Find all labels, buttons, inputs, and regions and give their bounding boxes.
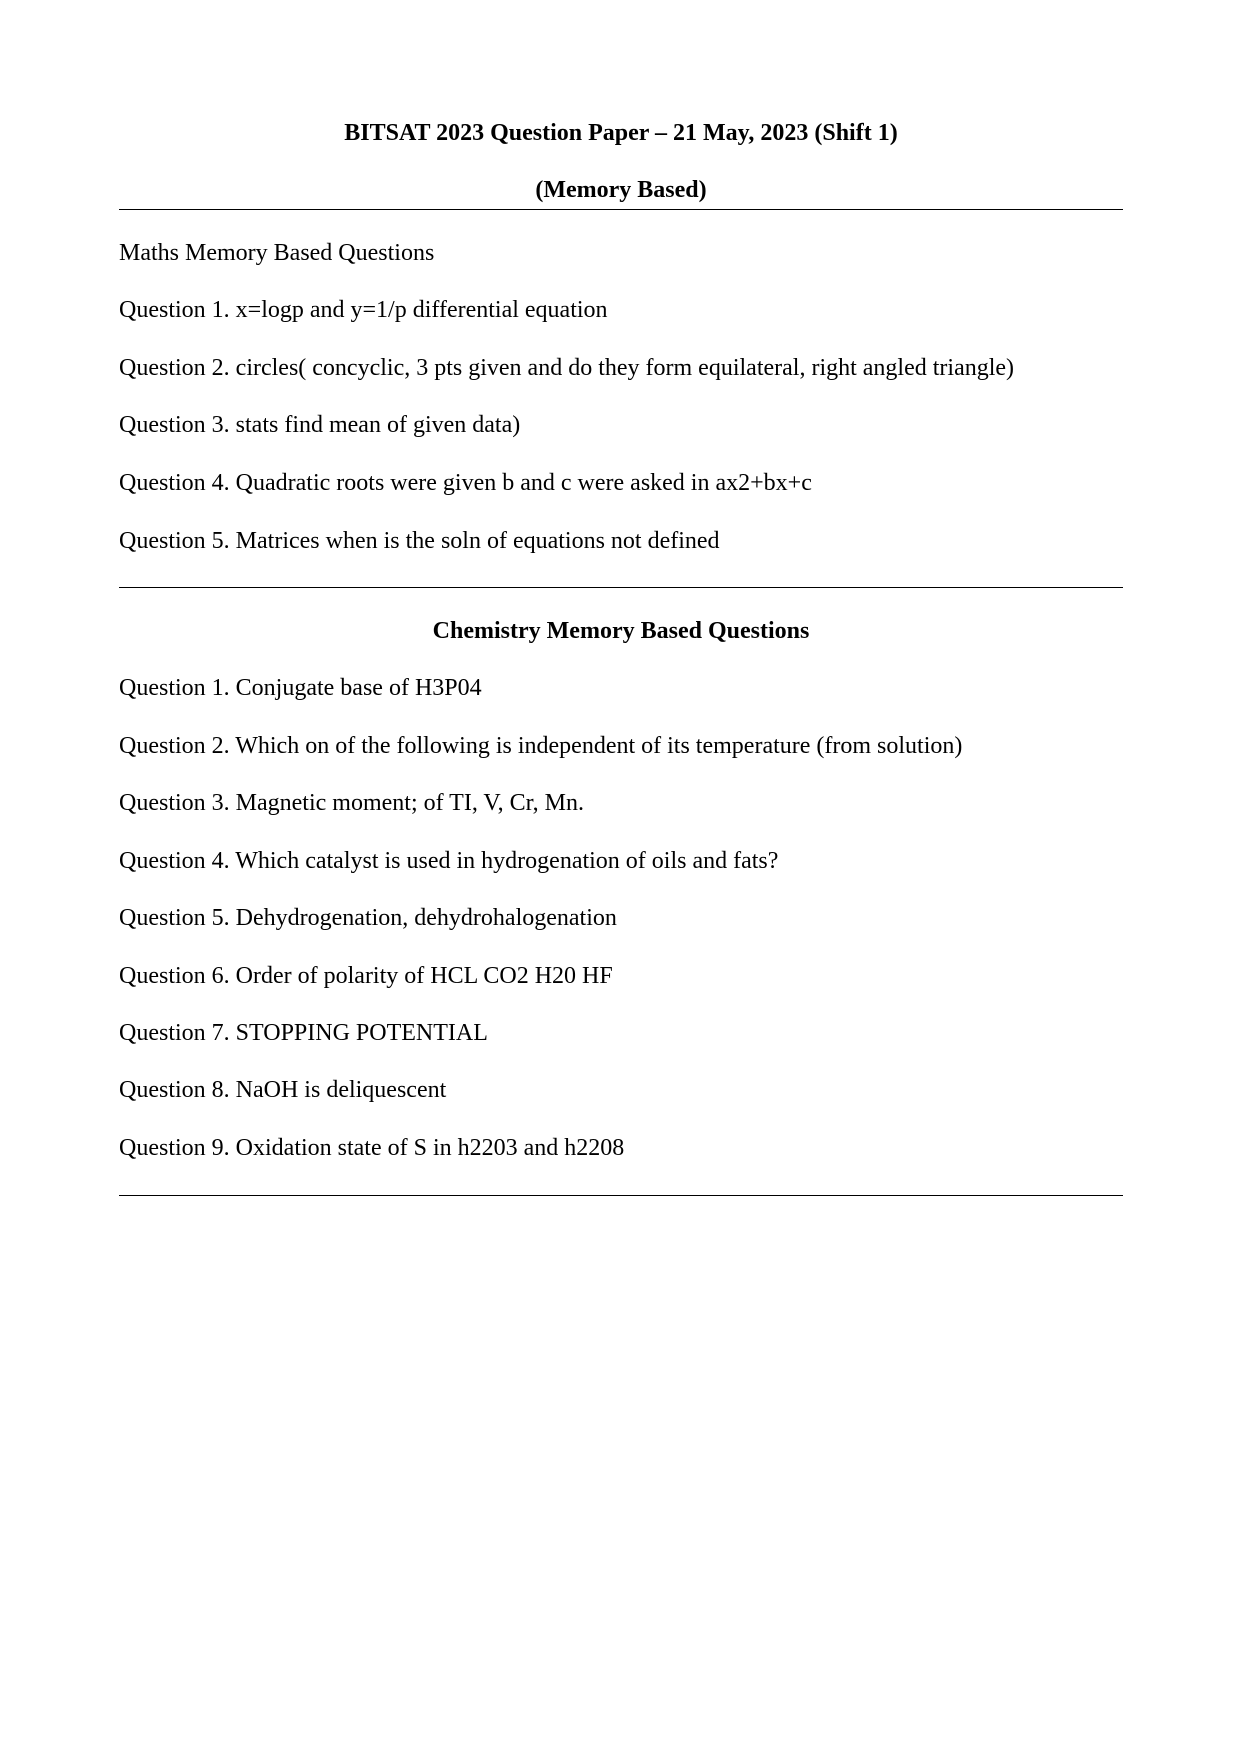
chemistry-question-3: Question 3. Magnetic moment; of TI, V, Cr, Mn. [119, 790, 585, 816]
page-title: BITSAT 2023 Question Paper – 21 May, 2023 (Shift 1) [344, 120, 898, 146]
chemistry-question-5: Question 5. Dehydrogenation, dehydrohalogenation [119, 905, 617, 931]
chemistry-question-7: Question 7. STOPPING POTENTIAL [119, 1020, 488, 1046]
maths-question-5: Question 5. Matrices when is the soln of equations not defined [119, 528, 720, 554]
maths-question-1: Question 1. x=logp and y=1/p differential equation [119, 297, 608, 323]
chemistry-question-4: Question 4. Which catalyst is used in hydrogenation of oils and fats? [119, 848, 779, 874]
maths-section-heading: Maths Memory Based Questions [119, 240, 435, 266]
chemistry-section-divider [119, 1195, 1123, 1196]
chemistry-question-6: Question 6. Order of polarity of HCL CO2 H20 HF [119, 963, 613, 989]
maths-question-2: Question 2. circles( concyclic, 3 pts given and do they form equilateral, right angled triangle) [119, 355, 1015, 381]
chemistry-question-9: Question 9. Oxidation state of S in h2203 and h2208 [119, 1135, 625, 1161]
maths-section-divider [119, 587, 1123, 588]
chemistry-question-8: Question 8. NaOH is deliquescent [119, 1077, 447, 1103]
header-divider [119, 209, 1123, 210]
chemistry-question-2: Question 2. Which on of the following is independent of its temperature (from solution) [119, 733, 963, 759]
chemistry-section-heading: Chemistry Memory Based Questions [432, 618, 810, 644]
chemistry-question-1: Question 1. Conjugate base of H3P04 [119, 675, 482, 701]
page-subtitle: (Memory Based) [535, 177, 707, 203]
maths-question-4: Question 4. Quadratic roots were given b and c were asked in ax2+bx+c [119, 470, 812, 496]
maths-question-3: Question 3. stats find mean of given data) [119, 412, 521, 438]
